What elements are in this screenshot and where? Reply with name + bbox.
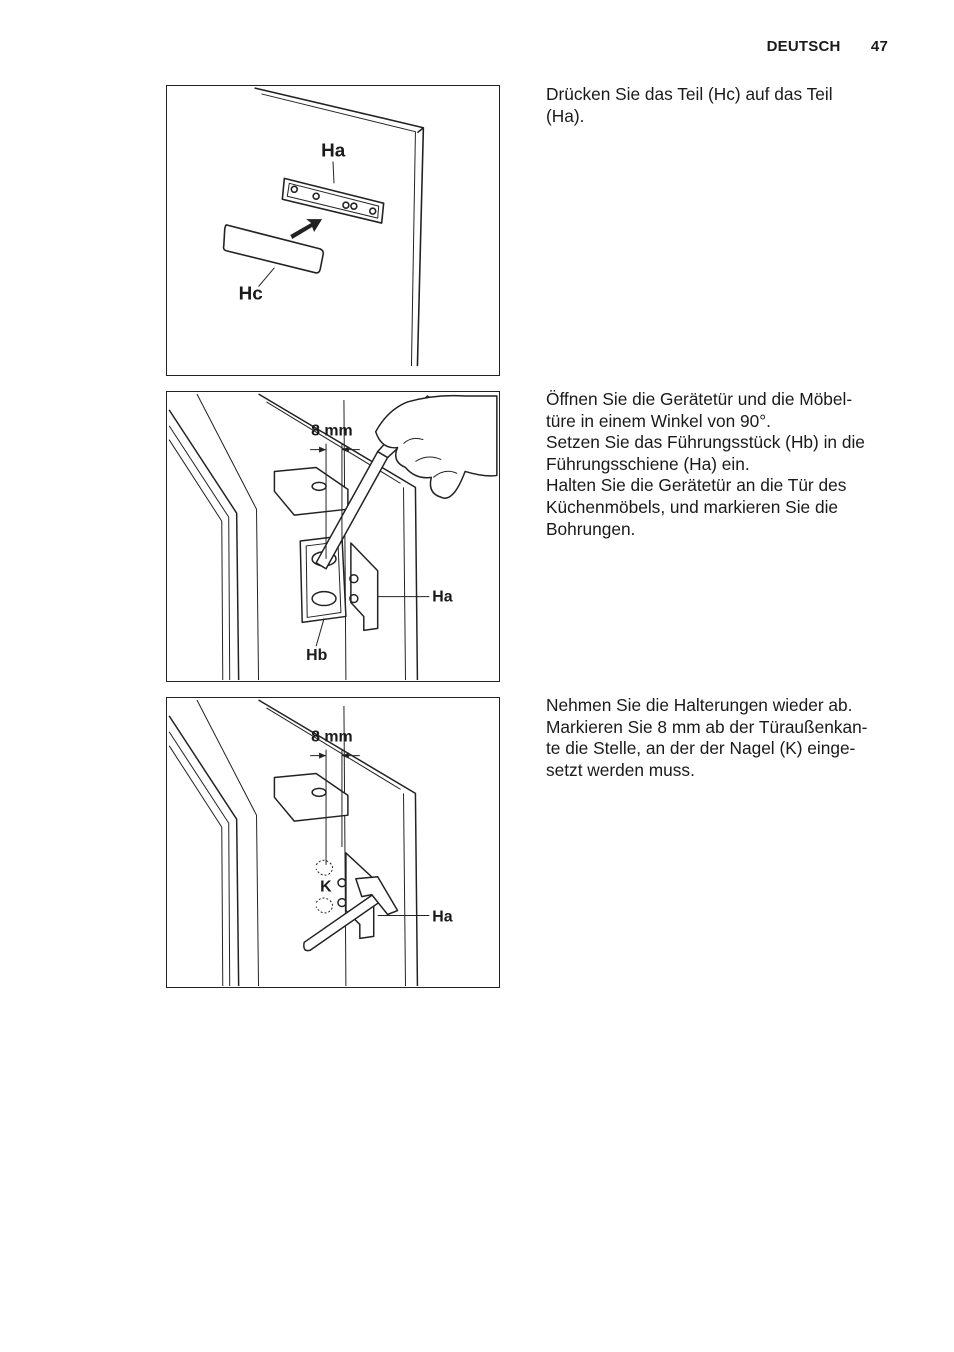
label-k: K bbox=[320, 878, 332, 896]
figure-mark-drill-holes bbox=[166, 391, 500, 682]
illustration-guide-marking bbox=[167, 392, 499, 681]
text-line: setzt werden muss. bbox=[546, 759, 695, 780]
section-title: DEUTSCH bbox=[766, 38, 841, 55]
figure-insert-nail bbox=[166, 697, 500, 988]
label-hb: Hb bbox=[306, 647, 328, 665]
step-text-3 bbox=[546, 695, 896, 781]
text-line: Küchenmöbels, und markieren Sie die bbox=[546, 496, 839, 517]
text-line: te die Stelle, an der der Nagel (K) einge- bbox=[546, 738, 856, 759]
text-line: Bohrungen. bbox=[546, 518, 636, 539]
step-text-1 bbox=[546, 84, 896, 127]
text-line: (Ha). bbox=[546, 105, 585, 126]
text-line: Nehmen Sie die Halterungen wieder ab. bbox=[546, 695, 853, 715]
illustration-nail-position bbox=[167, 698, 499, 987]
label-hc: Hc bbox=[238, 282, 263, 304]
page-header bbox=[767, 38, 888, 55]
step-text-2 bbox=[546, 389, 896, 540]
text-line: Drücken Sie das Teil (Hc) auf das Teil bbox=[546, 84, 833, 104]
text-line: Markieren Sie 8 mm ab der Türaußenkan- bbox=[546, 716, 868, 737]
label-ha: Ha bbox=[432, 908, 453, 926]
label-ha: Ha bbox=[321, 139, 346, 161]
illustration-door-bracket bbox=[167, 86, 499, 375]
text-line: Setzen Sie das Führungsstück (Hb) in die bbox=[546, 432, 865, 453]
text-line: Halten Sie die Gerätetür an die Tür des bbox=[546, 475, 847, 496]
text-line: Führungsschiene (Ha) ein. bbox=[546, 453, 750, 474]
text-line: Öffnen Sie die Gerätetür und die Möbel- bbox=[546, 389, 853, 409]
label-ha: Ha bbox=[432, 588, 453, 606]
figure-press-hc-onto-ha bbox=[166, 85, 500, 376]
page-number: 47 bbox=[870, 38, 888, 55]
label-dimension: 8 mm bbox=[311, 422, 353, 440]
text-line: türe in einem Winkel von 90°. bbox=[546, 410, 771, 431]
label-dimension: 8 mm bbox=[311, 728, 353, 746]
